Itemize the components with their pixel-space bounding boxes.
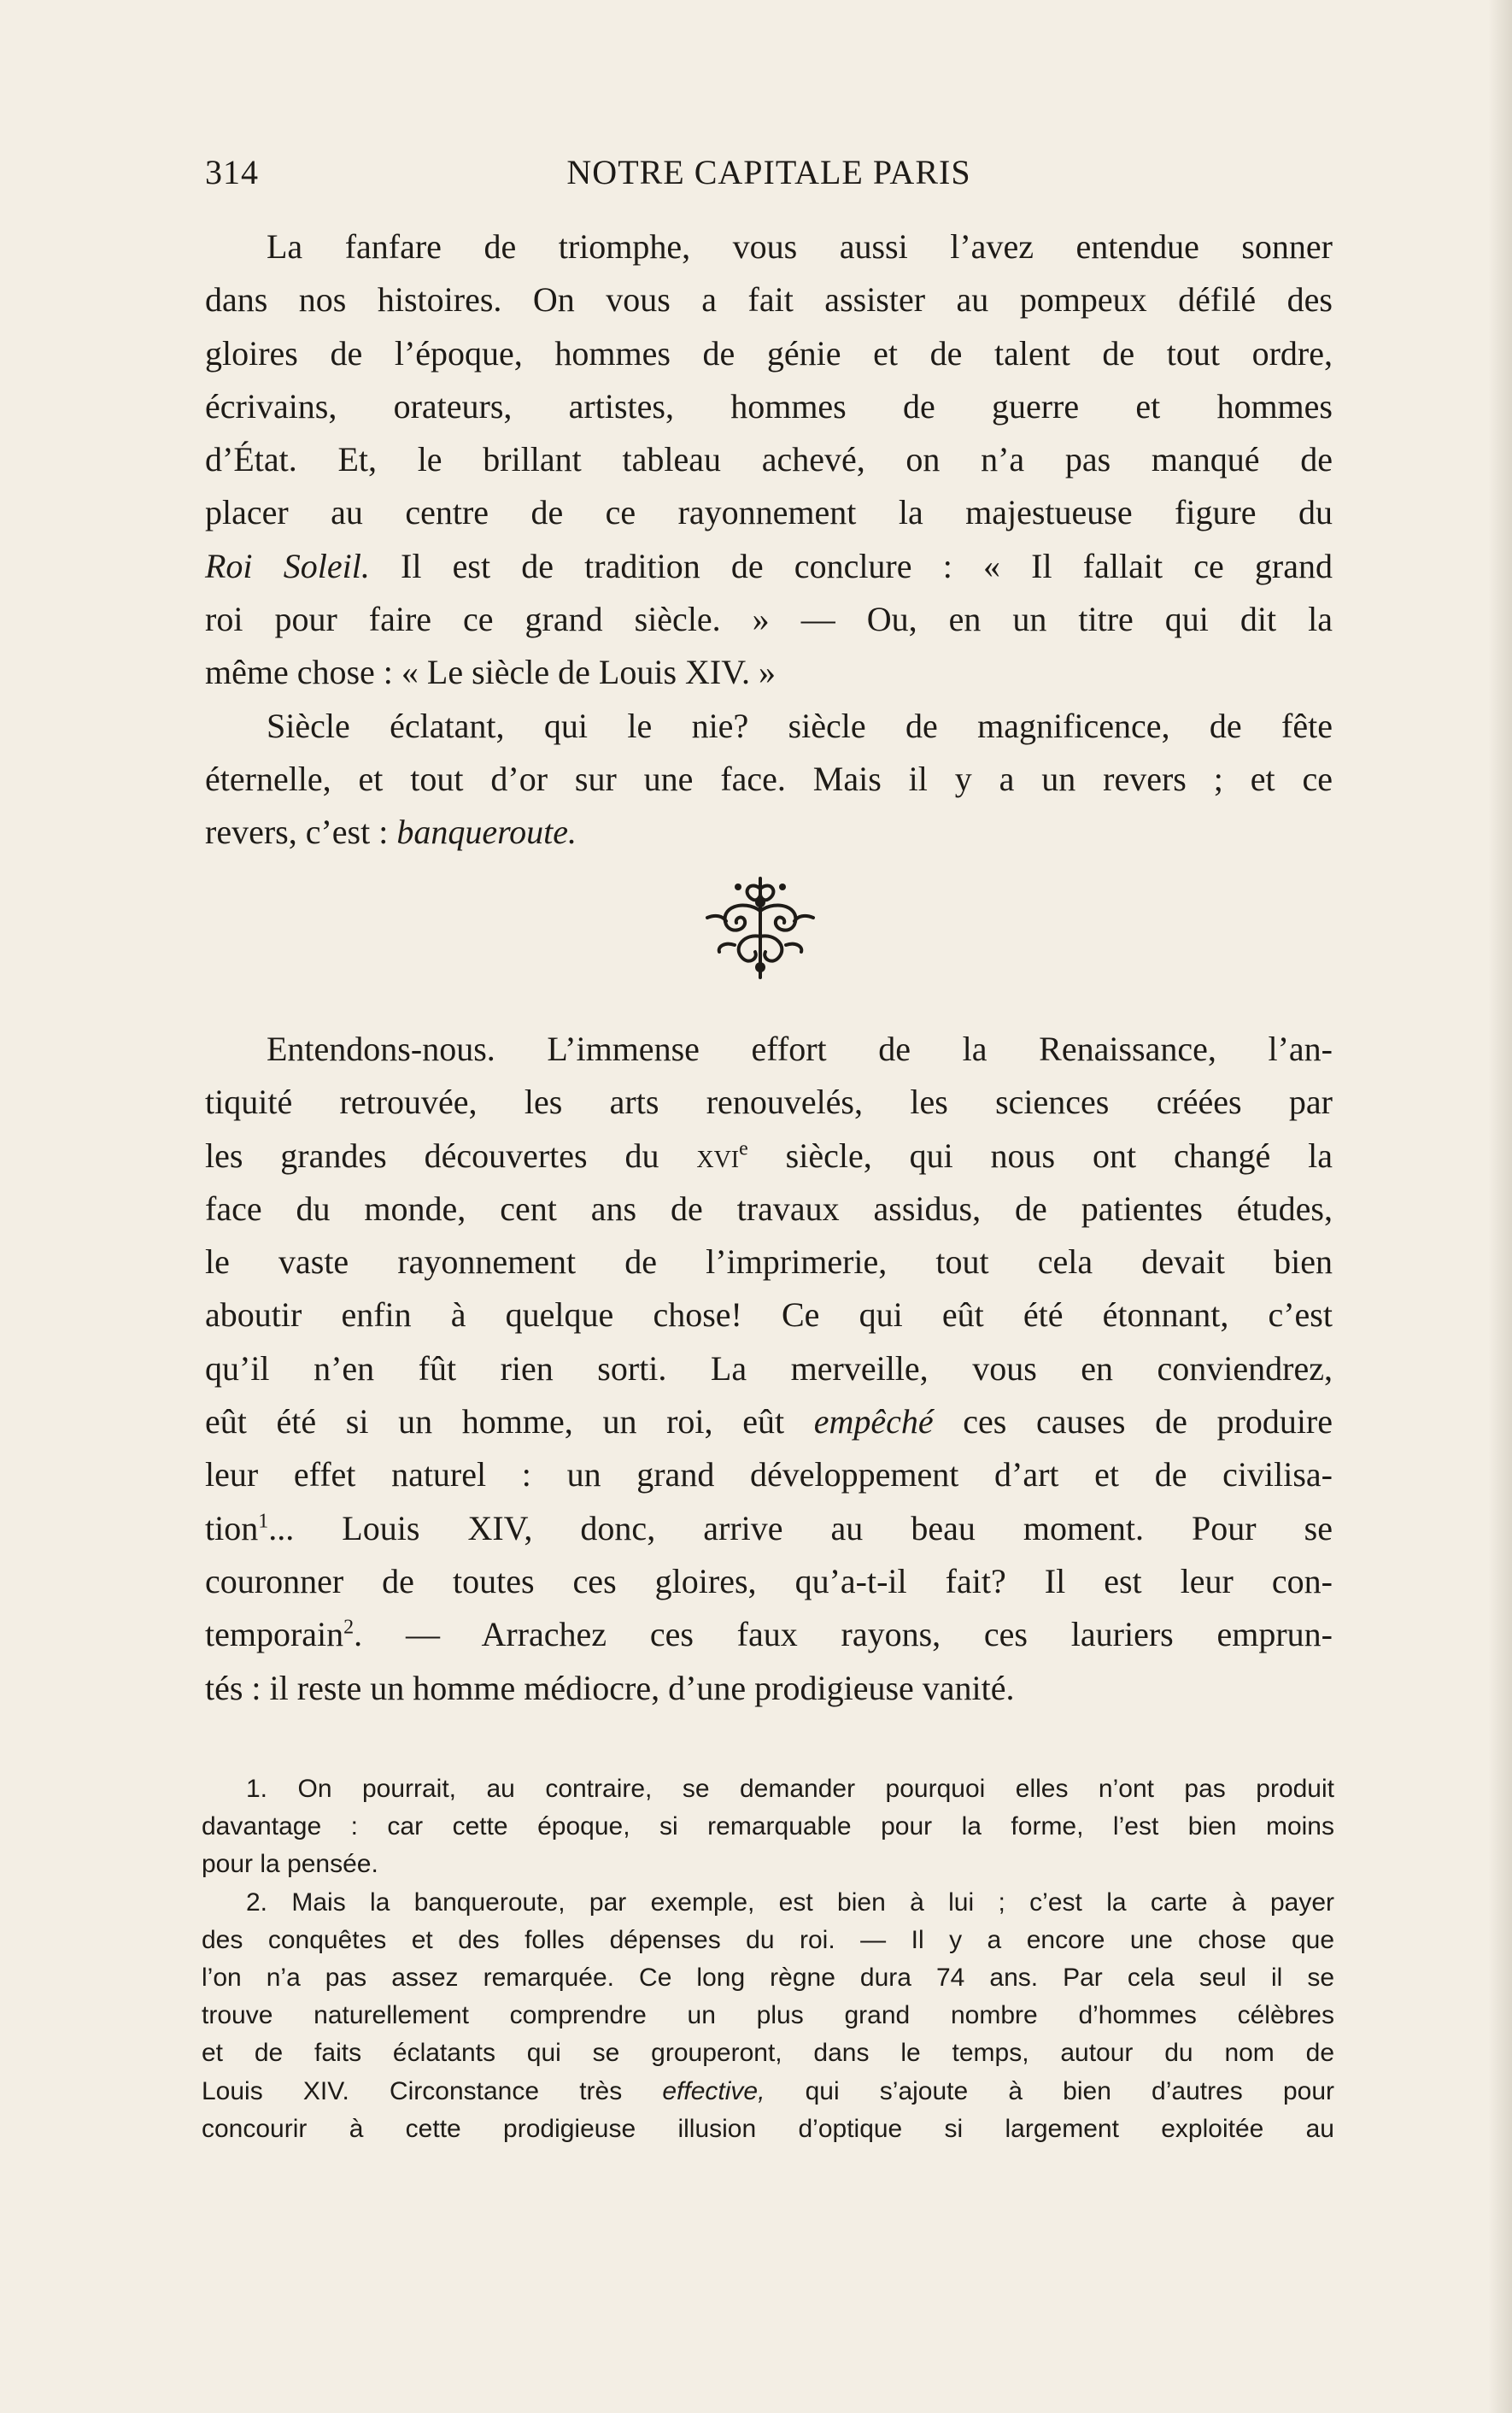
- running-title: NOTRE CAPITALE PARIS: [566, 153, 971, 191]
- text-line: face du monde, cent ans de travaux assidus, de patientes études,: [205, 1189, 1333, 1228]
- italic-word: empêché: [813, 1402, 934, 1441]
- text-line: eût été si un homme, un roi, eût empêché ces causes de produire: [205, 1402, 1333, 1441]
- paragraph-3: [205, 1023, 1333, 1715]
- text-line: Roi Soleil. Il est de tradition de conclure : « Il fallait ce grand: [205, 546, 1333, 585]
- footnote-1-line: davantage : car cette époque, si remarquable pour la forme, l’est bien moins: [202, 1812, 1334, 1841]
- text-line: gloires de l’époque, hommes de génie et de talent de tout ordre,: [205, 333, 1333, 373]
- text-line: tés : il reste un homme médiocre, d’une prodigieuse vanité.: [205, 1668, 1015, 1707]
- footnote-2-line: des conquêtes et des folles dépenses du roi. — Il y a encore une chose que: [202, 1925, 1334, 1954]
- text-line: temporain$^2$. — Arrachez ces faux rayons, ces lauriers emprun-: [205, 1615, 1333, 1654]
- text-line: qu’il n’en fût rien sorti. La merveille, vous en conviendrez,: [205, 1348, 1333, 1388]
- footnotes: [202, 1770, 1334, 2148]
- text-line: d’État. Et, le brillant tableau achevé, on n’a pas manqué de: [205, 440, 1333, 479]
- footnote-2-line: 2. Mais la banqueroute, par exemple, est bien à lui ; c’est la carte à payer: [246, 1888, 1334, 1917]
- page-binding-edge: [1488, 0, 1512, 2413]
- text-line: aboutir enfin à quelque chose! Ce qui eût été étonnant, c’est: [205, 1295, 1333, 1335]
- text-line: Entendons-nous. L’immense effort de la Renaissance, l’an-: [267, 1030, 1333, 1068]
- page-number: 314: [205, 153, 259, 191]
- text-line: couronner de toutes ces gloires, qu’a-t-il fait? Il est leur con-: [205, 1561, 1333, 1600]
- footnote-2-line: concourir à cette prodigieuse illusion d’optique si largement exploitée au: [202, 2114, 1334, 2143]
- text-line: placer au centre de ce rayonnement la majestueuse figure du: [205, 493, 1333, 532]
- text-line: roi pour faire ce grand siècle. » — Ou, en un titre qui dit la: [205, 600, 1333, 639]
- footnote-ref-2: 2: [343, 1616, 355, 1639]
- century-numeral: xvi: [696, 1136, 740, 1175]
- text-line: tion$^1$... Louis XIV, donc, arrive au beau moment. Pour se: [205, 1508, 1333, 1547]
- text-line: le vaste rayonnement de l’imprimerie, tout cela devait bien: [205, 1242, 1333, 1282]
- text-line: Siècle éclatant, qui le nie? siècle de magnificence, de fête: [267, 706, 1333, 745]
- paragraph-1: [205, 220, 1333, 860]
- text-line: revers, c’est : banqueroute.: [205, 813, 577, 852]
- text-line: éternelle, et tout d’or sur une face. Mais il y a un revers ; et ce: [205, 759, 1333, 798]
- text-line: leur effet naturel : un grand développement d’art et de civilisa-: [205, 1455, 1333, 1494]
- footnote-2-line: Louis XIV. Circonstance très effective, qui s’ajoute à bien d’autres pour: [202, 2076, 1334, 2105]
- text-line: La fanfare de triomphe, vous aussi l’avez entendue sonner: [267, 227, 1333, 266]
- footnote-ref-1: 1: [258, 1510, 269, 1533]
- italic-word: effective,: [662, 2076, 765, 2105]
- footnote-2-line: et de faits éclatants qui se grouperont, dans le temps, autour du nom de: [202, 2039, 1334, 2068]
- italic-phrase: Roi Soleil.: [205, 546, 370, 585]
- footnote-1-line: 1. On pourrait, au contraire, se demander pourquoi elles n’ont pas produit: [246, 1775, 1334, 1803]
- fleuron-ornament-icon: [700, 873, 820, 983]
- text-line: même chose : « Le siècle de Louis XIV. »: [205, 653, 776, 692]
- running-header: [205, 152, 1333, 195]
- footnote-2-line: l’on n’a pas assez remarquée. Ce long règne dura 74 ans. Par cela seul il se: [202, 1963, 1334, 1992]
- text-line: tiquité retrouvée, les arts renouvelés, les sciences créées par: [205, 1083, 1333, 1122]
- text-line: dans nos histoires. On vous a fait assister au pompeux défilé des: [205, 280, 1333, 320]
- text-line: les grandes découvertes du xvi$^e$ siècle, qui nous ont changé la: [205, 1136, 1333, 1175]
- italic-word: banqueroute.: [396, 813, 577, 852]
- footnote-2-line: trouve naturellement comprendre un plus grand nombre d’hommes célèbres: [202, 2001, 1334, 2030]
- footnote-1-line: pour la pensée.: [202, 1850, 378, 1879]
- text-line: écrivains, orateurs, artistes, hommes de guerre et hommes: [205, 386, 1333, 426]
